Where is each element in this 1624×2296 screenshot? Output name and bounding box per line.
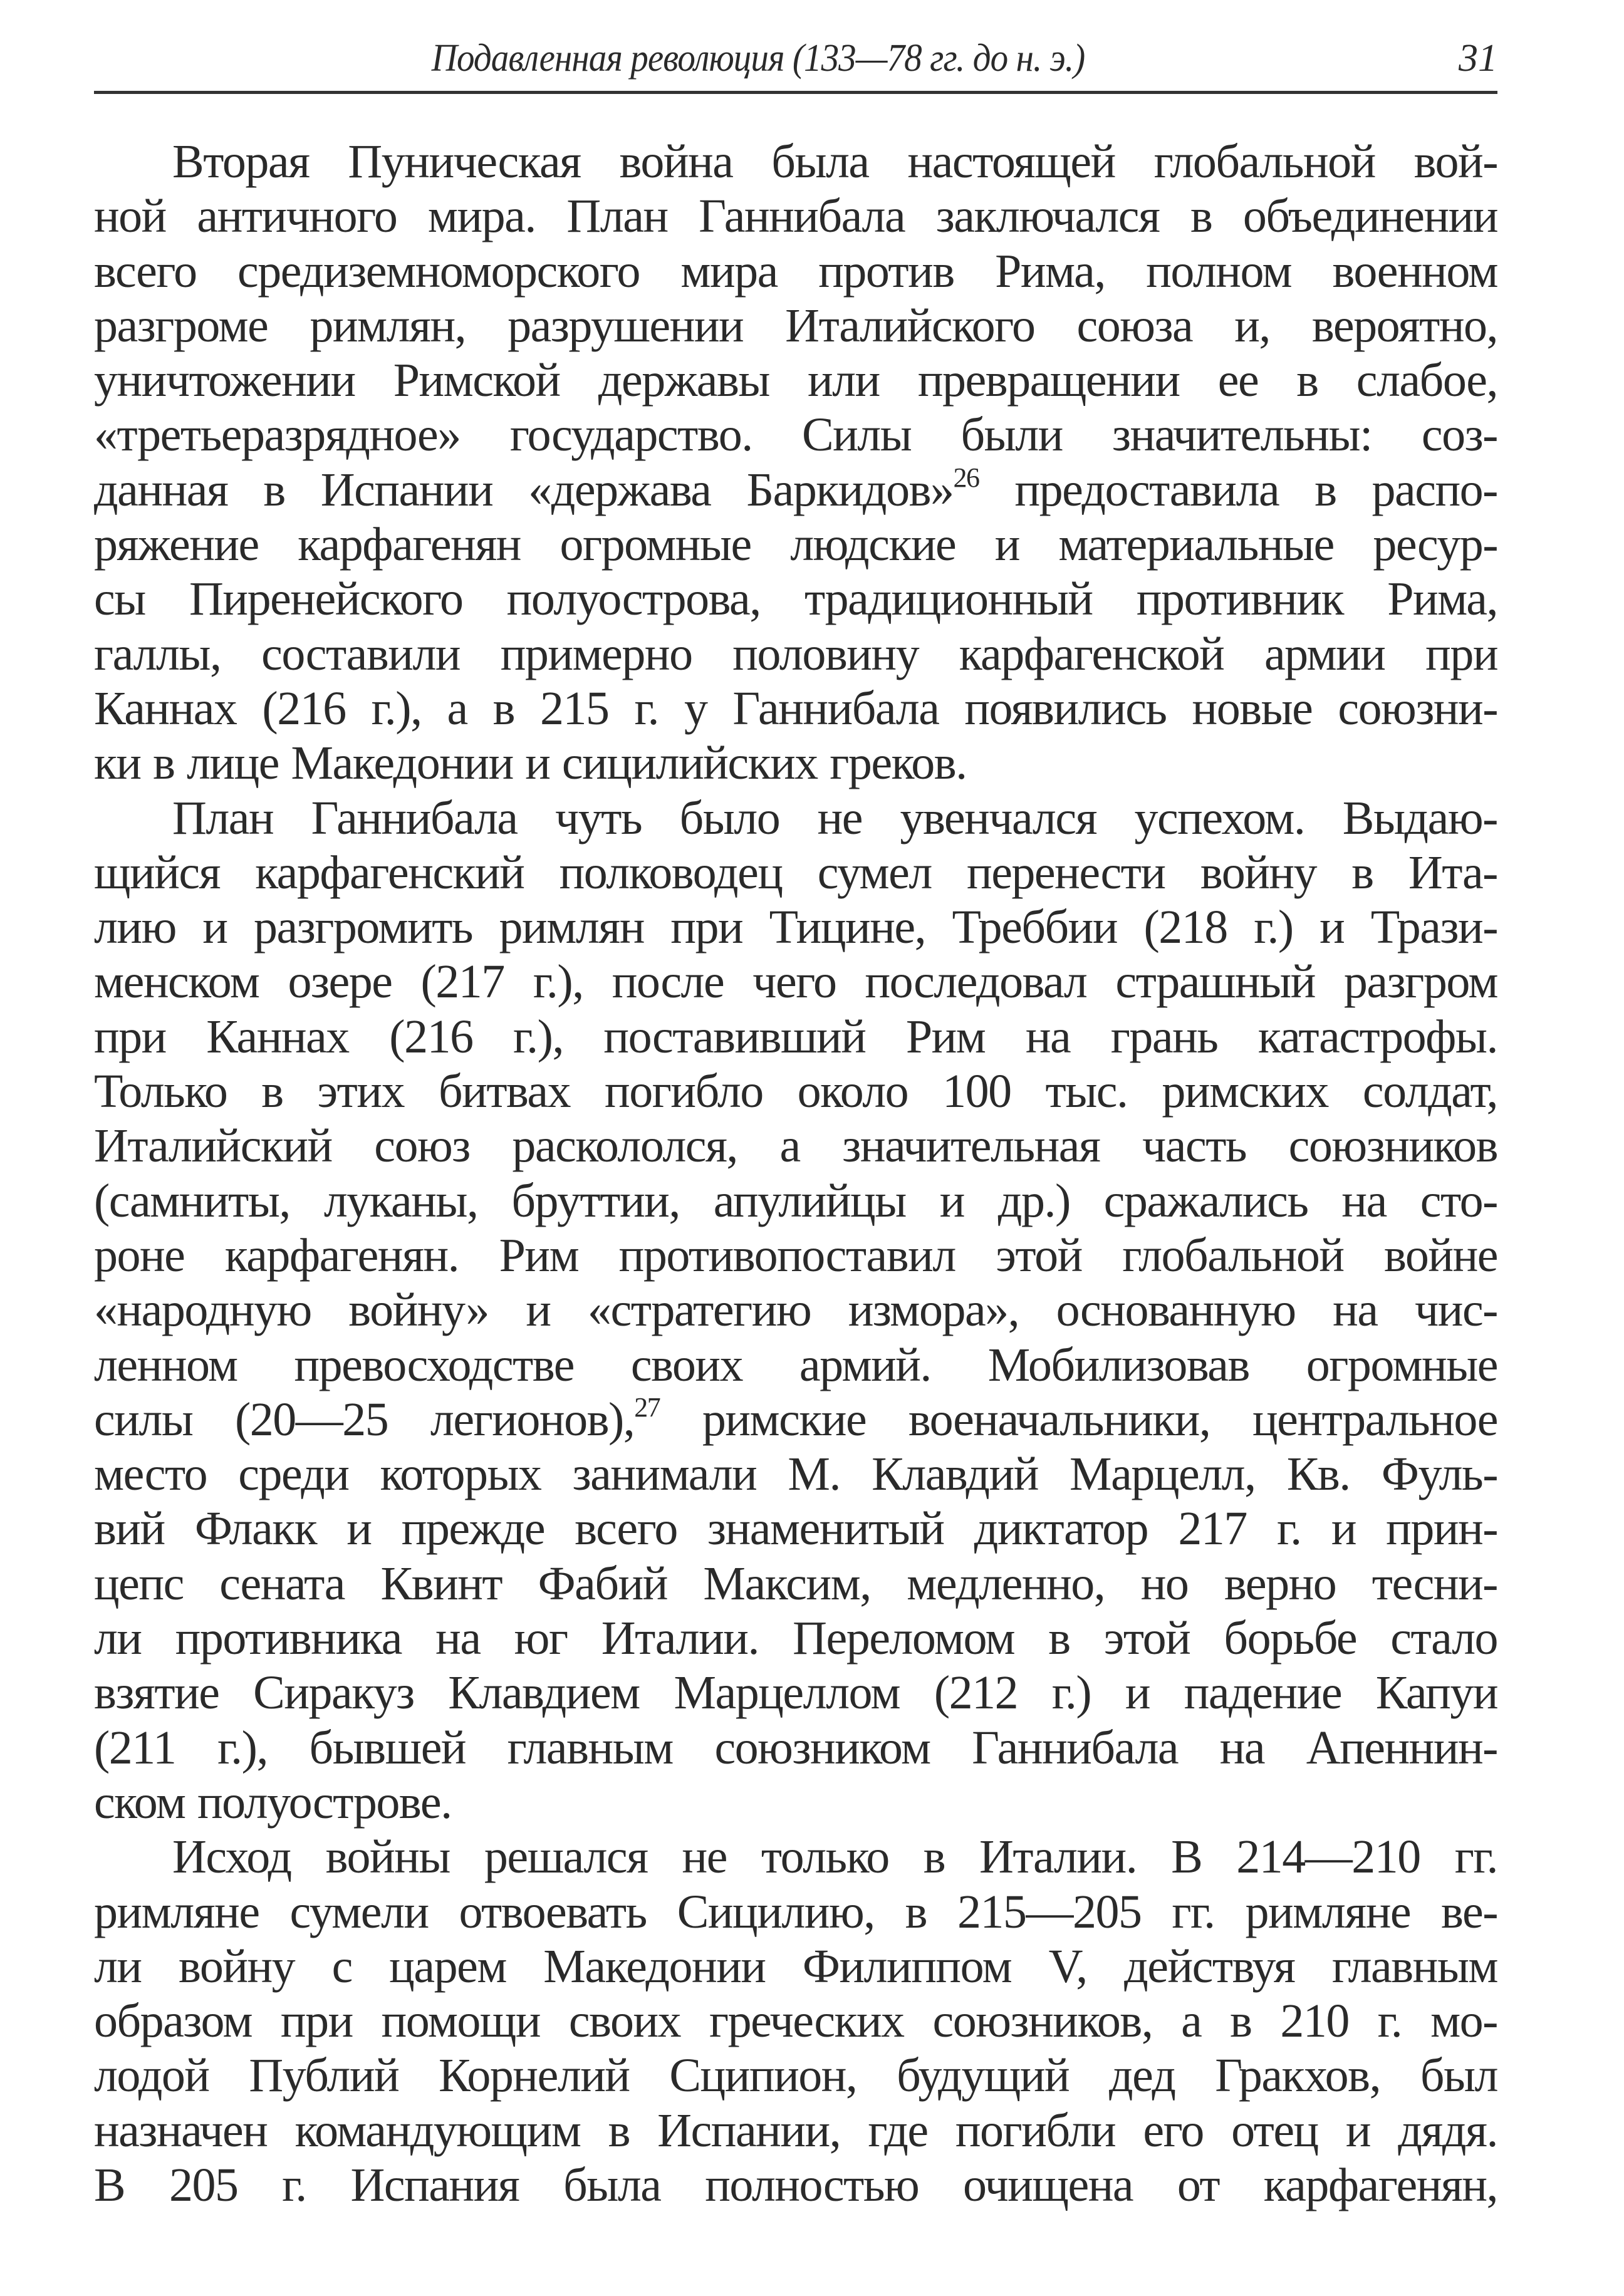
text-line: место среди которых занимали М. Клавдий Марцелл, Кв. Фуль-: [94, 1448, 1497, 1501]
text-line: Каннах (216 г.), а в 215 г. у Ганнибала появились новые союзни-: [94, 682, 1497, 735]
text-line: Италийский союз раскололся, а значительная часть союзников: [94, 1119, 1497, 1173]
text-line: уничтожении Римской державы или превращении ее в слабое,: [94, 354, 1497, 407]
text-line: вий Флакк и прежде всего знаменитый диктатор 217 г. и прин-: [94, 1502, 1497, 1556]
text-line: назначен командующим в Испании, где погибли его отец и дядя.: [94, 2104, 1497, 2157]
running-title: Подавленная революция (133—78 гг. до н. э.): [431, 37, 1085, 80]
text-line: римляне сумели отвоевать Сицилию, в 215—205 гг. римляне ве-: [94, 1885, 1497, 1938]
text-line: ском полуострове.: [94, 1775, 452, 1829]
text-line: галлы, составили примерно половину карфагенской армии при: [94, 627, 1497, 680]
text-line: лодой Публий Корнелий Сципион, будущий дед Гракхов, был: [94, 2049, 1497, 2102]
text-line: образом при помощи своих греческих союзников, а в 210 г. мо-: [94, 1995, 1497, 2048]
text-line: Вторая Пуническая война была настоящей глобальной вой-: [172, 135, 1497, 188]
text-line: В 205 г. Испания была полностью очищена от карфагенян,: [94, 2158, 1497, 2211]
body-text: [94, 135, 1497, 2213]
text-line: ряжение карфагенян огромные людские и материальные ресур-: [94, 518, 1497, 571]
text-line: взятие Сиракуз Клавдием Марцеллом (212 г.) и падение Капуи: [94, 1666, 1497, 1720]
text-segment: силы (20—25 легионов),: [94, 1393, 635, 1446]
text-line: цепс сената Квинт Фабий Максим, медленно, но верно тесни-: [94, 1557, 1497, 1610]
text-line: План Ганнибала чуть было не увенчался успехом. Выдаю-: [172, 791, 1497, 844]
text-line: (211 г.), бывшей главным союзником Ганнибала на Апеннин-: [94, 1721, 1497, 1774]
text-line: сы Пиренейского полуострова, традиционный противник Рима,: [94, 573, 1497, 626]
text-line: Только в этих битвах погибло около 100 тыс. римских солдат,: [94, 1065, 1497, 1118]
text-line: (самниты, луканы, бруттии, апулийцы и др.) сражались на сто-: [94, 1174, 1497, 1227]
running-head: [94, 25, 1497, 88]
text-line: ли противника на юг Италии. Переломом в этой борьбе стало: [94, 1612, 1497, 1665]
text-line: разгроме римлян, разрушении Италийского союза и, вероятно,: [94, 299, 1497, 352]
text-segment: данная в Испании «держава Баркидов»: [94, 463, 954, 516]
text-segment: римские военачальники, центральное: [660, 1393, 1497, 1446]
page-number: 31: [1459, 37, 1497, 80]
text-line: ленном превосходстве своих армий. Мобилизовав огромные: [94, 1338, 1497, 1391]
text-line: при Каннах (216 г.), поставивший Рим на грань катастрофы.: [94, 1010, 1497, 1063]
text-line: ли войну с царем Македонии Филиппом V, действуя главным: [94, 1940, 1497, 1993]
footnote-ref[interactable]: 26: [953, 462, 979, 493]
footnote-ref[interactable]: 27: [634, 1391, 660, 1423]
text-line: лию и разгромить римлян при Тицине, Треббии (218 г.) и Трази-: [94, 901, 1497, 954]
text-segment: предоставила в распо-: [979, 463, 1497, 516]
text-line: менском озере (217 г.), после чего последовал страшный разгром: [94, 955, 1497, 1009]
header-rule: [94, 91, 1497, 94]
text-line: роне карфагенян. Рим противопоставил этой глобальной войне: [94, 1229, 1497, 1282]
text-line: [94, 1393, 1497, 1447]
text-line: щийся карфагенский полководец сумел перенести войну в Ита-: [94, 846, 1497, 899]
text-line: Исход войны решался не только в Италии. В 214—210 гг.: [172, 1831, 1497, 1884]
text-line: «народную войну» и «стратегию измора», основанную на чис-: [94, 1284, 1497, 1337]
text-line: [94, 463, 1497, 517]
text-line: «третьеразрядное» государство. Силы были значительны: соз-: [94, 408, 1497, 462]
text-line: ки в лице Македонии и сицилийских греков.: [94, 737, 967, 790]
text-line: ной античного мира. План Ганнибала заключался в объединении: [94, 190, 1497, 243]
text-line: всего средиземноморского мира против Рима, полном военном: [94, 244, 1497, 298]
